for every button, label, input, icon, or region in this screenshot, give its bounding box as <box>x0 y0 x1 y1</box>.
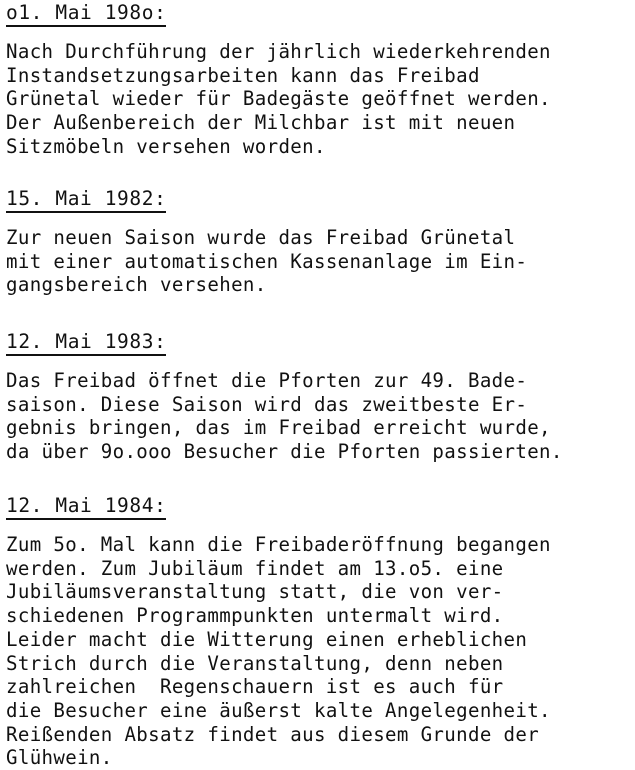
text-line: saison. Diese Saison wird das zweitbeste Er- <box>6 392 528 416</box>
entry-date: o1. Mai 198o: <box>6 2 166 27</box>
text-line: werden. Zum Jubiläum findet am 13.o5. eine <box>6 556 504 580</box>
text-line: schiedenen Programmpunkten untermalt wird. <box>6 604 504 628</box>
text-line: Sitzmöbeln versehen worden. <box>6 134 326 158</box>
text-line: da über 9o.ooo Besucher die Pforten passierten. <box>6 440 563 464</box>
text-line: Leider macht die Witterung einen erheblichen <box>6 627 528 651</box>
entry-date: 15. Mai 1982: <box>6 188 166 213</box>
text-line: Zur neuen Saison wurde das Freibad Grünetal <box>6 226 516 249</box>
text-line: Grünetal wieder für Badegäste geöffnet werden. <box>6 87 551 111</box>
text-line: Glühwein. <box>6 746 113 770</box>
text-line: Jubiläumsveranstaltung statt, die von ver- <box>6 580 504 604</box>
text-line: Instandsetzungsarbeiten kann das Freibad <box>6 63 480 87</box>
text-line: Nach Durchführung der jährlich wiederkehrenden <box>6 40 551 63</box>
text-line: Das Freibad öffnet die Pforten zur 49. Bade- <box>6 369 528 392</box>
text-line: zahlreichen Regenschauern ist es auch für <box>6 675 504 699</box>
entry-text <box>6 40 632 159</box>
entry-text <box>6 226 632 297</box>
text-line: gebnis bringen, das im Freibad erreicht wurde, <box>6 416 551 440</box>
text-line: gangsbereich versehen. <box>6 273 267 297</box>
entry-1983 <box>6 331 632 464</box>
text-line: Reißenden Absatz findet aus diesem Grunde der <box>6 722 540 746</box>
entry-text <box>6 369 632 464</box>
text-line: die Besucher eine äußerst kalte Angelegenheit. <box>6 698 551 722</box>
entry-1982 <box>6 188 632 297</box>
entry-1980 <box>6 2 632 159</box>
entry-date: 12. Mai 1984: <box>6 495 166 520</box>
entry-date: 12. Mai 1983: <box>6 331 166 356</box>
entry-1984 <box>6 495 632 770</box>
text-line: Der Außenbereich der Milchbar ist mit neuen <box>6 111 516 135</box>
text-line: Strich durch die Veranstaltung, denn neben <box>6 651 504 675</box>
entry-text <box>6 533 632 770</box>
text-line: Zum 5o. Mal kann die Freibaderöffnung begangen <box>6 533 551 556</box>
text-line: mit einer automatischen Kassenanlage im Ein- <box>6 249 528 273</box>
